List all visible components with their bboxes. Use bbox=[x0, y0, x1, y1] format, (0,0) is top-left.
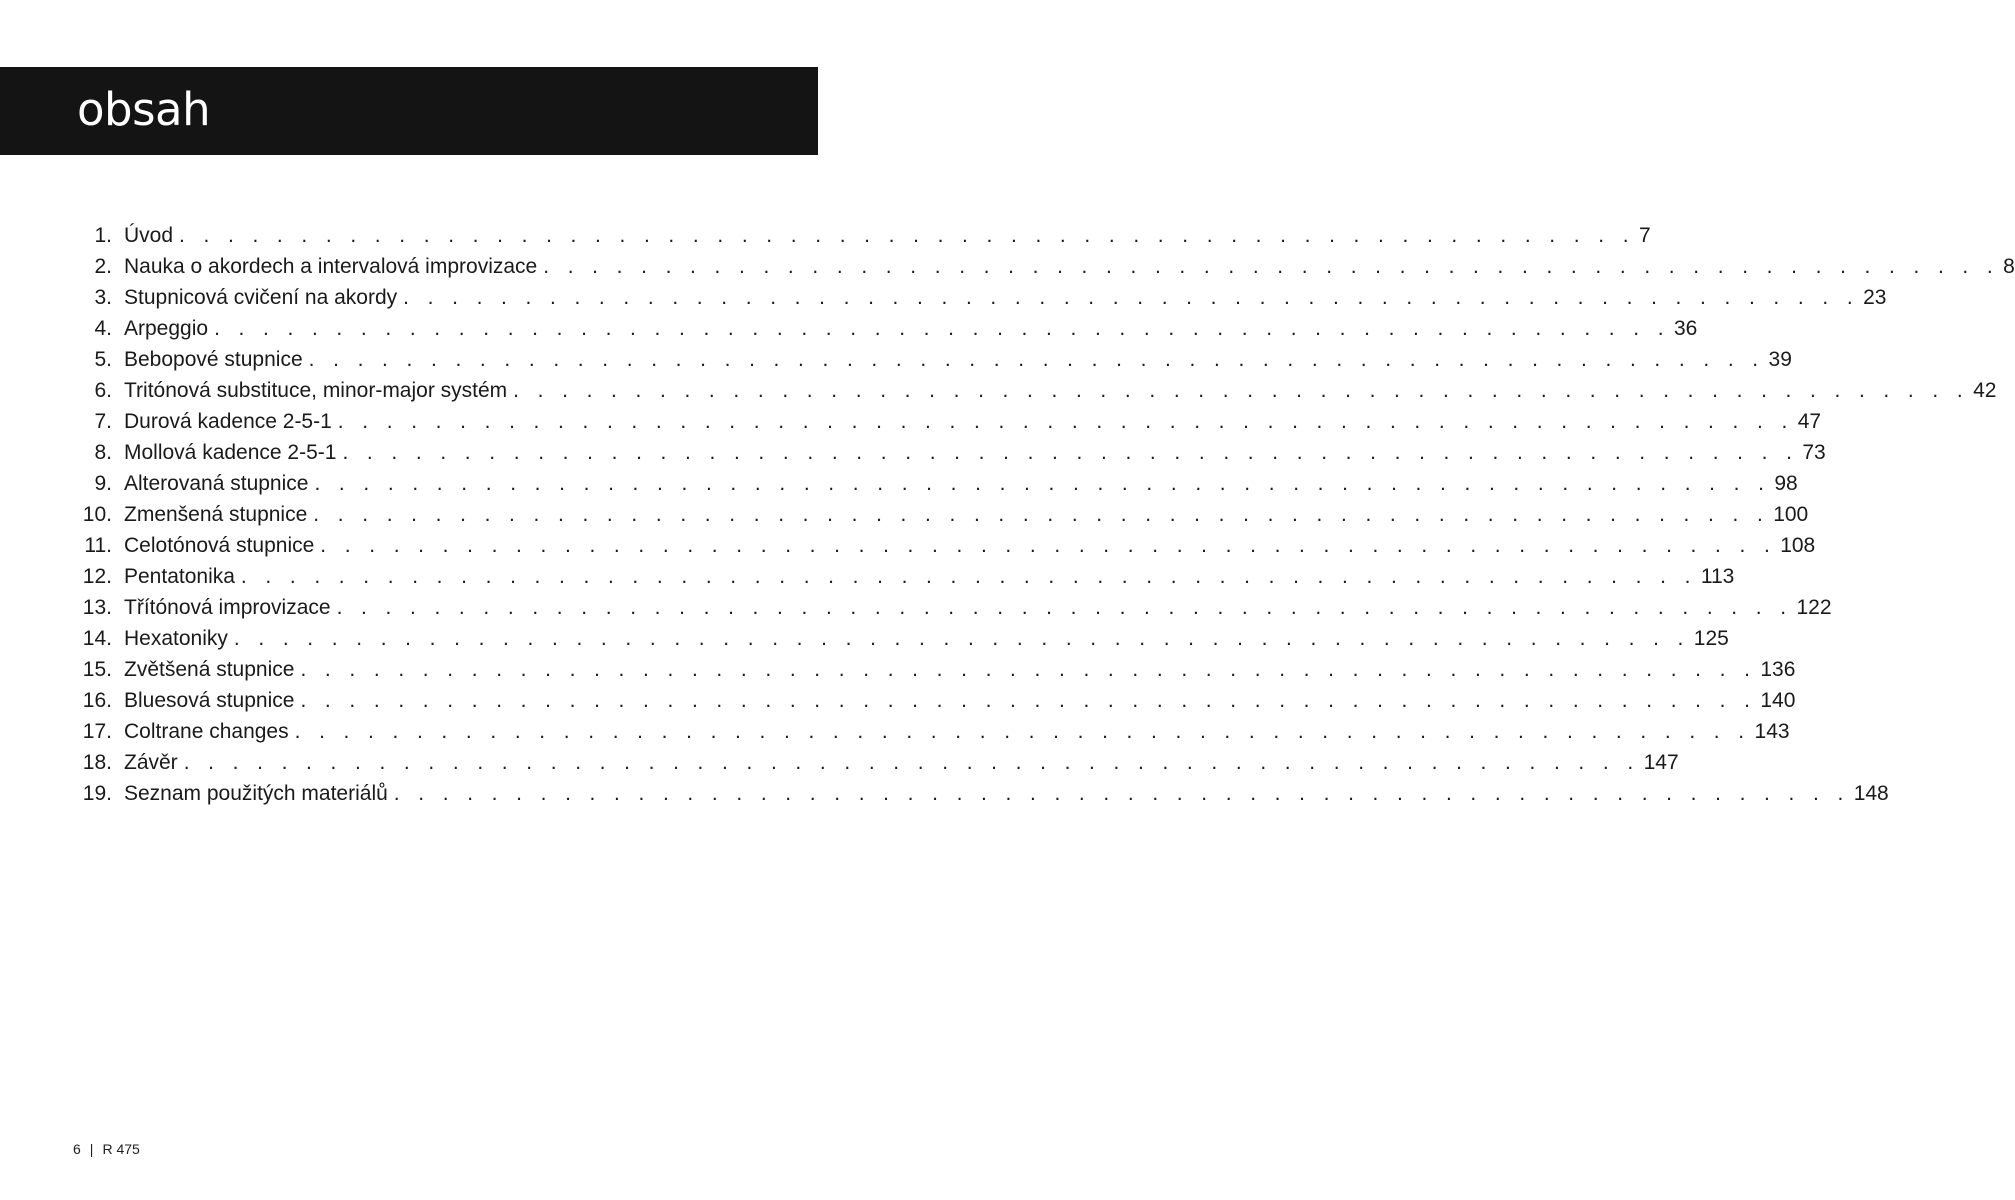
toc-page-number: 23 bbox=[1863, 286, 1887, 309]
toc-title: Třítónová improvizace bbox=[124, 592, 337, 623]
toc-dot-leader: . . . . . . . . . . . . . . . . . . . . . . . . . . . . . . . . . . . . . . . . . . . . . . . . . . . . . . . . . . . . bbox=[403, 286, 1860, 309]
toc-number: 4. bbox=[94, 317, 112, 340]
toc-dot-leader: . . . . . . . . . . . . . . . . . . . . . . . . . . . . . . . . . . . . . . . . . . . . . . . . . . . . . . . . . . . . bbox=[543, 255, 2000, 278]
toc-title: Bluesová stupnice bbox=[124, 685, 300, 716]
toc-title: Bebopové stupnice bbox=[124, 344, 309, 375]
toc-page-number: 143 bbox=[1754, 720, 1790, 743]
page-title: obsah bbox=[77, 83, 211, 136]
toc-number: 6. bbox=[94, 379, 112, 402]
toc-title: Tritónová substituce, minor-major systém bbox=[124, 375, 513, 406]
toc-page-number: 39 bbox=[1768, 348, 1792, 371]
footer-separator: | bbox=[89, 1141, 94, 1157]
toc-row bbox=[74, 344, 1792, 375]
toc-dot-leader: . . . . . . . . . . . . . . . . . . . . . . . . . . . . . . . . . . . . . . . . . . . . . . . . . . . . . . . . . . . . bbox=[233, 627, 1690, 650]
toc-dot-leader: . . . . . . . . . . . . . . . . . . . . . . . . . . . . . . . . . . . . . . . . . . . . . . . . . . . . . . . . . . . . bbox=[183, 751, 1640, 774]
toc-number: 9. bbox=[94, 472, 112, 495]
toc-page-number: 98 bbox=[1774, 472, 1798, 495]
toc-page-number: 108 bbox=[1780, 534, 1816, 557]
toc-title: Arpeggio bbox=[124, 313, 214, 344]
toc-number: 10. bbox=[82, 503, 112, 526]
page-footer bbox=[73, 1141, 140, 1157]
toc-number: 17. bbox=[82, 720, 112, 743]
toc-page-number: 42 bbox=[1973, 379, 1997, 402]
toc-row bbox=[74, 561, 1735, 592]
toc-title: Mollová kadence 2-5-1 bbox=[124, 437, 342, 468]
toc-dot-leader: . . . . . . . . . . . . . . . . . . . . . . . . . . . . . . . . . . . . . . . . . . . . . . . . . . . . . . . . . . . . bbox=[300, 689, 1757, 712]
toc-number: 11. bbox=[84, 534, 112, 557]
toc-title: Nauka o akordech a intervalová improvizace bbox=[124, 251, 543, 282]
toc-page-number: 8 bbox=[2003, 255, 2015, 278]
toc-page-number: 7 bbox=[1638, 224, 1651, 247]
toc-page-number: 73 bbox=[1802, 441, 1826, 464]
toc-number: 12. bbox=[82, 565, 112, 588]
toc-number: 8. bbox=[94, 441, 112, 464]
toc-number: 14. bbox=[82, 627, 112, 650]
toc-dot-leader: . . . . . . . . . . . . . . . . . . . . . . . . . . . . . . . . . . . . . . . . . . . . . . . . . . . . . . . . . . . . bbox=[513, 379, 1970, 402]
toc-title: Alterovaná stupnice bbox=[124, 468, 314, 499]
toc-title: Seznam použitých materiálů bbox=[124, 778, 394, 809]
toc-page-number: 136 bbox=[1760, 658, 1796, 681]
toc-row bbox=[74, 375, 1997, 406]
header-band bbox=[0, 67, 818, 155]
toc-page-number: 148 bbox=[1853, 782, 1889, 805]
footer-code: R 475 bbox=[102, 1141, 140, 1157]
toc-dot-leader: . . . . . . . . . . . . . . . . . . . . . . . . . . . . . . . . . . . . . . . . . . . . . . . . . . . . . . . . . . . . bbox=[214, 317, 1670, 340]
toc-dot-leader: . . . . . . . . . . . . . . . . . . . . . . . . . . . . . . . . . . . . . . . . . . . . . . . . . . . . . . . . . . . . bbox=[179, 224, 1635, 247]
toc-dot-leader: . . . . . . . . . . . . . . . . . . . . . . . . . . . . . . . . . . . . . . . . . . . . . . . . . . . . . . . . . . . . bbox=[294, 720, 1751, 743]
toc-row bbox=[74, 437, 1826, 468]
toc-dot-leader: . . . . . . . . . . . . . . . . . . . . . . . . . . . . . . . . . . . . . . . . . . . . . . . . . . . . . . . . . . . . bbox=[320, 534, 1777, 557]
toc-page-number: 140 bbox=[1760, 689, 1796, 712]
toc-number: 3. bbox=[94, 286, 112, 309]
toc-row bbox=[74, 778, 1889, 809]
toc-row bbox=[74, 685, 1796, 716]
toc-title: Zmenšená stupnice bbox=[124, 499, 313, 530]
toc-dot-leader: . . . . . . . . . . . . . . . . . . . . . . . . . . . . . . . . . . . . . . . . . . . . . . . . . . . . . . . . . . . . bbox=[308, 348, 1765, 371]
toc-number: 1. bbox=[94, 224, 112, 247]
toc-row bbox=[74, 220, 1651, 251]
toc-dot-leader: . . . . . . . . . . . . . . . . . . . . . . . . . . . . . . . . . . . . . . . . . . . . . . . . . . . . . . . . . . . . bbox=[240, 565, 1697, 588]
toc-title: Zvětšená stupnice bbox=[124, 654, 300, 685]
toc-row bbox=[74, 716, 1790, 747]
toc-row bbox=[74, 468, 1798, 499]
toc-row bbox=[74, 499, 1809, 530]
toc-dot-leader: . . . . . . . . . . . . . . . . . . . . . . . . . . . . . . . . . . . . . . . . . . . . . . . . . . . . . . . . . . . . bbox=[337, 410, 1794, 433]
toc-page-number: 36 bbox=[1673, 317, 1698, 340]
toc-number: 19. bbox=[82, 782, 112, 805]
toc-number: 2. bbox=[94, 255, 112, 278]
footer-page-number: 6 bbox=[73, 1141, 81, 1157]
table-of-contents bbox=[74, 220, 2015, 809]
toc-title: Závěr bbox=[124, 747, 184, 778]
toc-row bbox=[74, 313, 1698, 344]
toc-row bbox=[74, 251, 2015, 282]
toc-row bbox=[74, 592, 1832, 623]
toc-row bbox=[74, 623, 1729, 654]
toc-title: Úvod bbox=[124, 220, 179, 251]
toc-dot-leader: . . . . . . . . . . . . . . . . . . . . . . . . . . . . . . . . . . . . . . . . . . . . . . . . . . . . . . . . . . . . bbox=[313, 503, 1770, 526]
toc-number: 15. bbox=[82, 658, 112, 681]
toc-dot-leader: . . . . . . . . . . . . . . . . . . . . . . . . . . . . . . . . . . . . . . . . . . . . . . . . . . . . . . . . . . . . bbox=[336, 596, 1793, 619]
toc-number: 5. bbox=[94, 348, 112, 371]
toc-title: Durová kadence 2-5-1 bbox=[124, 406, 338, 437]
toc-dot-leader: . . . . . . . . . . . . . . . . . . . . . . . . . . . . . . . . . . . . . . . . . . . . . . . . . . . . . . . . . . . . bbox=[300, 658, 1757, 681]
toc-title: Celotónová stupnice bbox=[124, 530, 320, 561]
toc-row bbox=[74, 282, 1887, 313]
toc-page-number: 125 bbox=[1693, 627, 1729, 650]
toc-row bbox=[74, 406, 1822, 437]
toc-row bbox=[74, 530, 1816, 561]
toc-number: 13. bbox=[82, 596, 112, 619]
toc-title: Pentatonika bbox=[124, 561, 241, 592]
toc-number: 16. bbox=[82, 689, 112, 712]
toc-page-number: 122 bbox=[1796, 596, 1832, 619]
toc-number: 18. bbox=[82, 751, 112, 774]
toc-dot-leader: . . . . . . . . . . . . . . . . . . . . . . . . . . . . . . . . . . . . . . . . . . . . . . . . . . . . . . . . . . . . bbox=[314, 472, 1771, 495]
toc-title: Coltrane changes bbox=[124, 716, 295, 747]
toc-page-number: 100 bbox=[1773, 503, 1809, 526]
toc-page-number: 147 bbox=[1643, 751, 1679, 774]
toc-page-number: 47 bbox=[1797, 410, 1822, 433]
toc-row bbox=[74, 654, 1796, 685]
toc-title: Stupnicová cvičení na akordy bbox=[124, 282, 403, 313]
toc-row bbox=[74, 747, 1679, 778]
toc-title: Hexatoniky bbox=[124, 623, 234, 654]
toc-dot-leader: . . . . . . . . . . . . . . . . . . . . . . . . . . . . . . . . . . . . . . . . . . . . . . . . . . . . . . . . . . . . bbox=[393, 782, 1850, 805]
toc-page-number: 113 bbox=[1700, 565, 1735, 588]
toc-number: 7. bbox=[94, 410, 112, 433]
toc-dot-leader: . . . . . . . . . . . . . . . . . . . . . . . . . . . . . . . . . . . . . . . . . . . . . . . . . . . . . . . . . . . . bbox=[342, 441, 1799, 464]
